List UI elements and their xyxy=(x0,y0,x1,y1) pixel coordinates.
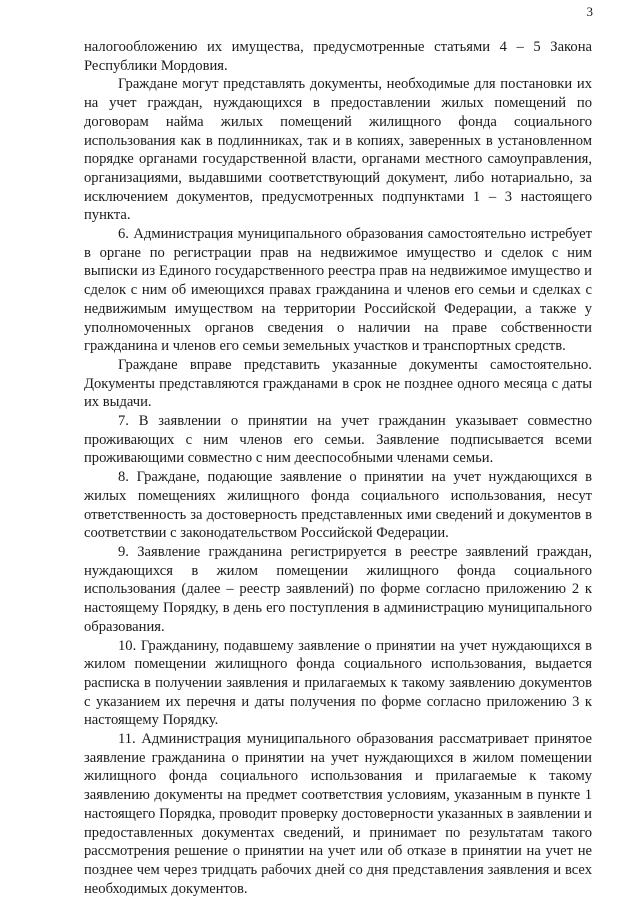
paragraph-item-10: 10. Гражданину, подавшему заявление о принятии на учет нуждающихся в жилом помещении жилищного фонда социального использования, выдается расписка в получении заявления и прилагаемых к такому заявлению документов с указанием их перечня и даты получения по форме согласно приложению 3 к настоящему Порядку. xyxy=(84,637,592,729)
paragraph-item-8: 8. Граждане, подающие заявление о принятии на учет нуждающихся в жилых помещениях жилищного фонда социального использования, несут ответственность за достоверность представленных ими сведений и документов в соответствии с законодательством Российской Федерации. xyxy=(84,469,592,542)
paragraph-citizens-right: Граждане вправе представить указанные документы самостоятельно. Документы представляются гражданами в срок не позднее одного месяца с даты их выдачи. xyxy=(84,356,592,411)
paragraph-citizens-documents: Граждане могут представлять документы, необходимые для постановки их на учет граждан, нуждающихся в предоставлении жилых помещений по договорам найма жилых помещений жилищного фонда социального использования как в подлинниках, так и в копиях, заверенных в установленном порядке органами государственной власти, органами местного самоуправления, организациями, выдавшими соответствующий документ, либо нотариально, за исключением документов, предусмотренных подпунктами 1 – 3 настоящего пункта. xyxy=(84,76,592,224)
page-number: 3 xyxy=(586,4,593,19)
paragraph-continuation: налогообложению их имущества, предусмотренные статьями 4 – 5 Закона Республики Мордовия. xyxy=(84,39,592,74)
paragraph-item-11: 11. Администрация муниципального образования рассматривает принятое заявление гражданина о принятии на учет нуждающихся в жилом помещении жилищного фонда социального использования и прилагаемые к такому заявлению документы на предмет соответствия условиям, указанным в пункте 1 настоящего Порядка, проводит проверку достоверности указанных в заявлении и предоставленных документах сведений, и принимает по результатам такого рассмотрения решение о принятии на учет или об отказе в принятии на учет не позднее чем через тридцать рабочих дней со дня представления заявления и всех необходимых документов. xyxy=(84,731,592,897)
paragraph-item-7: 7. В заявлении о принятии на учет гражданин указывает совместно проживающих с ним членов его семьи. Заявление подписывается всеми проживающими совместно с ним дееспособными членами семьи. xyxy=(84,413,592,467)
paragraph-item-9: 9. Заявление гражданина регистрируется в реестре заявлений граждан, нуждающихся в жилом помещении жилищного фонда социального использования (далее – реестр заявлений) по форме согласно приложению 2 к настоящему Порядку, в день его поступления в администрацию муниципального образования. xyxy=(84,543,592,635)
document-body xyxy=(84,38,592,898)
paragraph-item-6: 6. Администрация муниципального образования самостоятельно истребует в органе по регистрации прав на недвижимое имущество и сделок с ним выписки из Единого государственного реестра прав на недвижимое имущество и сделок с ним об имеющихся правах гражданина и членов его семьи и сделках с недвижимым имуществом на территории Российской Федерации, а также у уполномоченных органов сведения о наличии на праве собственности гражданина и членов его семьи земельных участков и транспортных средств. xyxy=(84,226,592,355)
